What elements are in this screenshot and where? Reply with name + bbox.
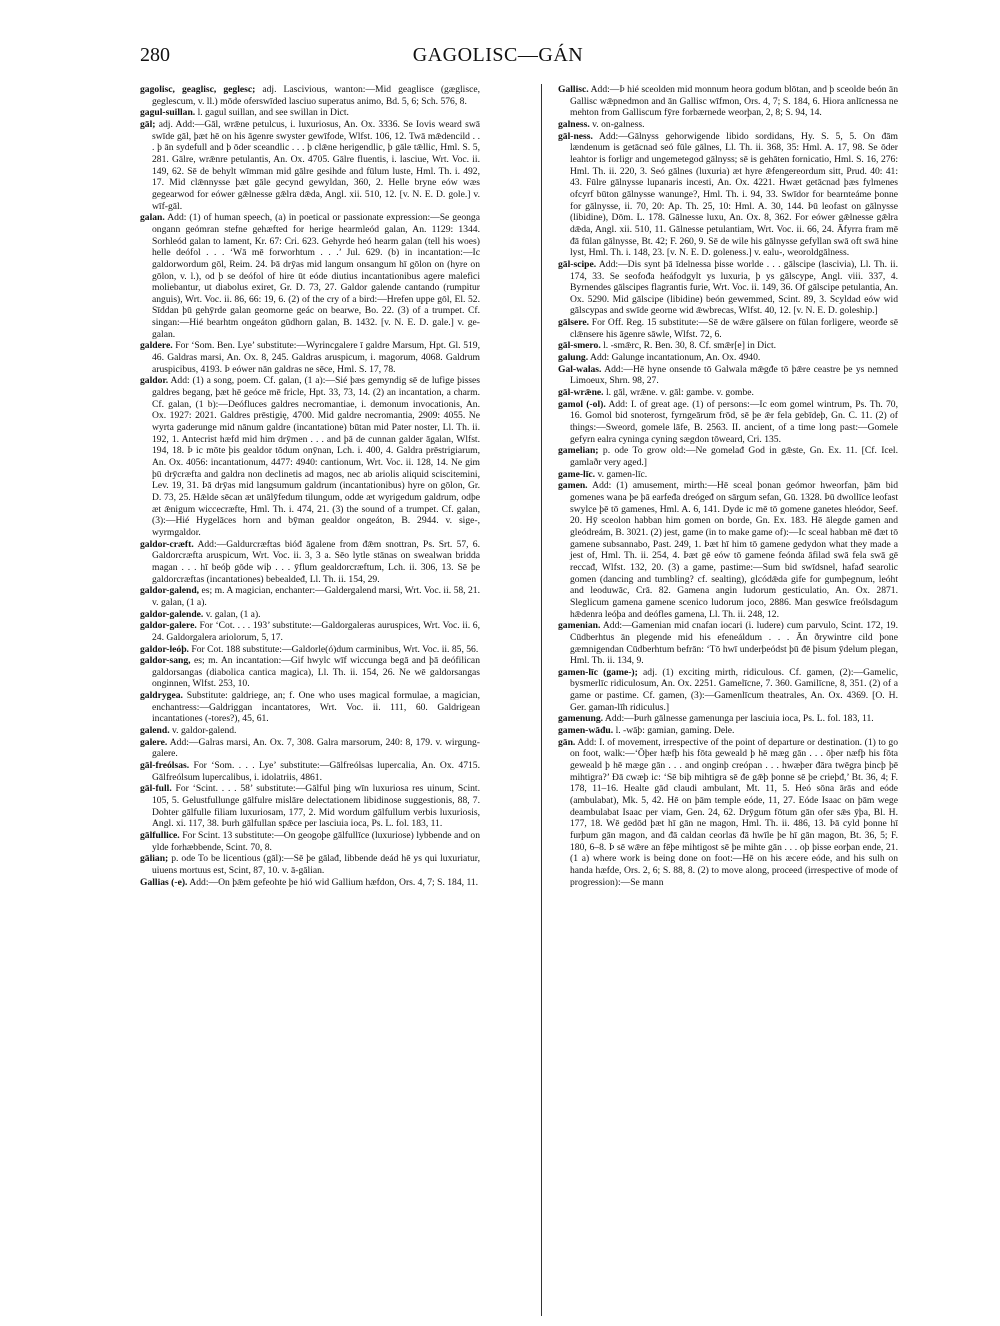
entry-text: v. galan, (1 a). bbox=[205, 608, 261, 620]
entry-text: For ‘Cot. . . . 193’ substitute:—Galdorgaleras auruspices, Wrt. Voc. ii. 6, 24. Galdorgalera ariolorum, 5, 17. bbox=[152, 620, 480, 643]
dictionary-entry bbox=[140, 375, 480, 538]
entry-headword: galdor. bbox=[140, 375, 169, 387]
entry-text: For ‘Scint. . . . 58’ substitute:—Gālful þing wīn luxuriosa res uinum, Scint. 105, 5. Gelustfullunge gālfulre mislāre delectationem libidinose suggestionis, 88, 7. Dohter gālfulle filiam luxuriosam, 177, 2. Mid wordum gālfullum verbis luxuriosis, Angl. xi. 117, 38. Þurh gālfullan spǣce per lasciuia ioca, Ps. L. fol. 183, 11. bbox=[152, 783, 480, 830]
dictionary-entry bbox=[140, 725, 480, 737]
left-column bbox=[140, 84, 480, 1316]
entry-text: l. gāl, wrǣne. v. gāl: gambe. v. gombe. bbox=[605, 387, 754, 399]
dictionary-entry bbox=[558, 131, 898, 259]
entry-text: For Scint. 13 substitute:—On geogoþe gālfullīce (luxuriose) lybbende and on ylde forhæbbende, Scint. 70, 8. bbox=[152, 830, 480, 853]
entry-text: l. gagul suillan, and see swillan in Dict. bbox=[197, 107, 349, 119]
dictionary-entry bbox=[558, 119, 898, 131]
entry-text: Add: (1) of human speech, (a) in poetical or passionate expression:—Se geonga ongann geómran stefne gehæfted for herige hearmleód galan, An. 1129: 1344. Sorhleód galan to lament, Kr. 67: Cri. 623. Gehyrde heó hearm galan (tell his woes) helle deófol . . . ‘Wā mē forworhtum . . .’ Jul. 629. (b) in incantation:—Ic galdorwordum gōl, Reim. 24. Þā drȳas mid langum onsangum hī gōlon on (hyre on gōlon, v. l.), od þ se deófol of hire ūt eóde diutius incantationibus agere malefici moliebantur, ut diabolus exiret, Gr. D. 73, 27. Galdor galende cantando (rumpitur anguis), Wrt. Voc. ii. 86, 66: 19, 6. (2) of the cry of a bird:—Hrefen uppe gōl, El. 52. Sīddan þū gehȳrde galan geomorne geác on bearwe, Bo. 22. (3) of a trumpet. Cf. singan:—Hié bearhtm ongeáton gūdhorn galan, B. 1432. [v. N. E. D. gale.] v. ge-galan. bbox=[152, 212, 480, 340]
entry-headword: gamen-līc (game-); bbox=[558, 666, 638, 678]
entry-headword: galan. bbox=[140, 212, 165, 224]
dictionary-entry bbox=[140, 609, 480, 621]
dictionary-entry bbox=[558, 84, 898, 119]
dictionary-entry bbox=[140, 690, 480, 725]
dictionary-entry bbox=[558, 399, 898, 446]
entry-text: For ‘Som. Ben. Lye’ substitute:—Wyrincgalere ī galdre Marsum, Hpt. Gl. 519, 46. Galdras marsi, An. Ox. 8, 245. Galdras aruspicum, i. magorum, 4068. Galdrum aruspicibus, 4193. Þ eówer nān galdras ne sēce, Hml. S. 17, 78. bbox=[152, 340, 480, 375]
entry-headword: galness. bbox=[558, 118, 590, 130]
entry-text: l. -wāþ: gamian, gaming. Dele. bbox=[615, 725, 735, 737]
dictionary-entry bbox=[140, 340, 480, 375]
dictionary-entry bbox=[558, 259, 898, 317]
dictionary-entry bbox=[140, 620, 480, 643]
entry-headword: galdor-galende. bbox=[140, 608, 204, 620]
dictionary-entry bbox=[558, 667, 898, 714]
entry-text: Add: (1) amusement, mirth:—Hē sceal þonan geómor hweorfan, þām bid gomenes wana þe þā earfeđa dreógeđ on sārgum sefan, Gū. 1328. Þū dwollīce leofast swylce þē tō gamenes, Hml. A. 6, 141. Dyde ic mē tō gomene ganetes hleódor, Seef. 20. Hȳ sceolon habban him gomen on borde, Gn. Ex. 183. Hē ālegde gamen and gleódreám, B. 3021. (2) jest, game (in to make game of):—Ic sceal habban mē đæt tō gamene subsannabo, Past. 249, 1. Þæt hī him tō gamene gedydon what they made a jest of, Hml. Th. ii. 254, 4. Þæt gē eów tō gamene feónda āfilad swā fela swā gē reccađ, Wlfst. 132, 20. (3) a game, pastime:—Sum bid swīdsnel, hafađ searolic gomen (dancing and tumbling? cf. sealting), glcódǣda gife for gumþegnum, leóht and leoduwāc, Crā. 82. Gamena angin ludorum gesticulatio, An. Ox. 2871. Sleglicum gamena gamene scenico ludorum joco, 2886. Man geswīce freólsdagum hǣdenra leóþa and deófles gamena, Ll. Th. ii. 248, 12. bbox=[570, 480, 898, 620]
entry-headword: gālian; bbox=[140, 853, 169, 865]
entry-headword: gāl-full. bbox=[140, 783, 172, 795]
page-header bbox=[140, 44, 856, 74]
entry-text: p. ode To grow old:—Ne gomelađ God in gǣste, Gn. Ex. 11. [Cf. Icel. gamlaðr very aged.] bbox=[570, 445, 898, 468]
entry-text: For Off. Reg. 15 substitute:—Sē de wǣre gālsere on fūlan forligere, weorđe sē clǣnsere his āgenre sāwle, Wlfst. 72, 6. bbox=[570, 317, 898, 340]
entry-text: For ‘Som. . . . Lye’ substitute:—Gālfreólsas lupercalia, An. Ox. 4715. Gālfreólsum lupercalibus, i. idolatriis, 4861. bbox=[152, 760, 480, 783]
entry-headword: Gal-walas. bbox=[558, 363, 602, 375]
dictionary-entry bbox=[558, 364, 898, 387]
entry-headword: Gallisc. bbox=[558, 84, 589, 95]
entry-text: adj. Lascivious, wanton:—Mid geaglisce (gæglisce, geglescum, v. ll.) mōde oferswīded lasciuo superatus animo, Bd. 5, 6; Sch. 576, 8. bbox=[152, 84, 480, 107]
entry-headword: galdor-galere. bbox=[140, 620, 197, 632]
entry-headword: gagul-suillan. bbox=[140, 107, 196, 119]
entry-text: For Cot. 188 substitute:—Galdorle(ó)dum carminibus, Wrt. Voc. ii. 85, 56. bbox=[191, 643, 479, 655]
entry-headword: galung. bbox=[558, 352, 589, 364]
entry-headword: gāl-smero. bbox=[558, 340, 601, 352]
entry-text: l. -smǣrc, R. Ben. 30, 8. Cf. smǣr[e] in Dict. bbox=[603, 340, 777, 352]
entry-headword: galdere. bbox=[140, 340, 173, 352]
entry-headword: gamenung. bbox=[558, 713, 604, 725]
dictionary-entry bbox=[140, 760, 480, 783]
dictionary-entry bbox=[140, 84, 480, 107]
dictionary-entry bbox=[558, 713, 898, 725]
dictionary-entry bbox=[558, 340, 898, 352]
dictionary-entry bbox=[140, 539, 480, 586]
entry-text: v. galdor-galend. bbox=[172, 725, 237, 737]
entry-text: v. gamen-līc. bbox=[597, 468, 648, 480]
entry-headword: gamen-wāđu. bbox=[558, 725, 614, 737]
entry-headword: gamen. bbox=[558, 480, 588, 492]
dictionary-entry bbox=[558, 469, 898, 481]
dictionary-entry bbox=[140, 107, 480, 119]
entry-text: Add:—Galras marsi, An. Ox. 7, 308. Galra marsorum, 240: 8, 179. v. wirgung-galere. bbox=[152, 736, 480, 760]
entry-headword: gāl; bbox=[140, 118, 156, 130]
dictionary-entry bbox=[558, 480, 898, 620]
entry-text: Add:—Gālnyss gehorwigende libido sordidans, Hy. S. 5, 5. On đām lændenum is getācnad seó fūle gālnes, Ll. Th. ii. 368, 35: Hml. A. 17, 98. Se ōder leahtor is forligr and ungemetegod gālnyss; sē is gehāten fornicatio, Hml. S. 16, 276: Hml. Th. ii. 220, 3. Seó gālnes (luxuria) æt hyre ǣfengereordum sitt, Prud. 40: 41: 43. Fūlre gālnysse lupanaris incesti, An. Ox. 4221. Hwæt getācnad þæs fylmenes ofcyrf būton gālnysse wanunge?, Hml. Th. i. 94, 33. Swīdor for bearnteáme þonne for gālnysse, ii. 70, 20: Ap. Th. 25, 10: Hml. A. 30, 144. Þū leofast on gālnysse (libidine), Dōm. L. 178. Gālnesse luxu, An. Ox. 8, 362. For eówer gǣlnesse gǣlra dǣda, Angl. xii. 510, 11. Gālnesse petulantiam, Wrt. Voc. ii. 66, 24. Āfyrra fram mē đā fūlan gālnysse, Bt. 42; F. 260, 9. Sē de wile his gālnysse gefyllan swā oft swā hine lyst, Hml. Th. i. 148, 23. [v. N. E. D. goleness.] v. ealu-, weoroldgālness. bbox=[570, 130, 898, 259]
right-column bbox=[558, 84, 898, 1316]
dictionary-entry bbox=[558, 725, 898, 737]
page-number: 280 bbox=[140, 44, 170, 66]
entry-headword: gāl-ness. bbox=[558, 130, 593, 142]
entry-text: Add: I. of great age. (1) of persons:—Ic eom gomel wintrum, Ps. Th. 70, 16. Gomol bid snoterost, fyrngeārum frōd, sē þe ǣr fela gebīdeþ, Gn. C. 11. (2) of things:—Sweord, gomele lāfe, B. 2563. II. ancient, of a time long past:—Gomele gefyrn ealra cyninga cyning sægdon tōweard, Cri. 135. bbox=[570, 398, 898, 445]
entry-headword: Gallias (-e). bbox=[140, 876, 188, 888]
dictionary-entry bbox=[558, 620, 898, 667]
entry-headword: gāl-scipe. bbox=[558, 258, 597, 270]
entry-text: Add:—Dis synt þā īdelnessa þisse worlde . . . gālscipe (lascivia), Ll. Th. ii. 174, 33. Se seofođa heáfodgylt ys luxuria, þ ys gālscype, Angl. viii. 337, 4. Byrnendes gālscipes flagrantis furie, Wrt. Voc. ii. 149, 36. Of gālscipe petulantia, An. Ox. 5290. Mid gālscipe (libidine) beón gewemmed, Scint. 89, 3. Scyldad eów wid gālscypas and swīde georne wid ǣwbrecas, Wlfst. 40, 12. [v. N. E. D. goleship.] bbox=[570, 258, 898, 317]
entry-text: adj. Add:—Gāl, wrǣne petulcus, i. luxuriosus, An. Ox. 3336. Se Iovis weard swā swīde gāl, þæt hē on his āgenre swyster gewīfode, Wlfst. 106, 12. Twā mǣdencild . . . þ ān sydefull and þ ōder sceandlic . . . þ clǣne herigendlic, þ gāle tǣllic, Hml. S. 5, 281. Gālre, wrǣnre petulantis, An. Ox. 4705. Gālre fluentis, i. lasciue, Wrt. Voc. ii. 149, 62. Sē de behylt wīmman mid gālre gesihde and fūlum luste, Hml. Th. i. 492, 17. Mid clǣnnysse þæt gāle gecynd gewyldan, 360, 2. Helle bryne eów wæs gegearwod for eówer gǣlnesse gǣlra dǣda, Angl. xii. 510, 12. [v. N. E. D. gole.] v. wīf-gāl. bbox=[152, 118, 480, 212]
entry-text: v. on-galness. bbox=[592, 118, 645, 130]
entry-headword: gamol (-ol). bbox=[558, 398, 606, 410]
dictionary-entry bbox=[140, 212, 480, 340]
dictionary-entry bbox=[558, 387, 898, 399]
entry-headword: galdor-galend, bbox=[140, 585, 200, 597]
entry-text: es; m. An incantation:—Gif hwylc wīf wiccunga begā and þā deófilican galdorsangas (diabolica cantica magica), Ll. Th. ii. 154, 26. Ne wē galdorsangas onginnen, Wlfst. 253, 10. bbox=[152, 655, 480, 690]
entry-text: Add: Galunge incantationum, An. Ox. 4940. bbox=[590, 352, 761, 364]
dictionary-entry bbox=[140, 783, 480, 830]
entry-headword: galdrygea. bbox=[140, 690, 183, 702]
dictionary-entry bbox=[140, 830, 480, 853]
entry-headword: galdor-leóþ. bbox=[140, 643, 189, 655]
dictionary-entry bbox=[558, 445, 898, 468]
column-divider bbox=[541, 84, 542, 1316]
entry-text: Add: (1) a song, poem. Cf. galan, (1 a):—Sié þæs gemyndig sē de lufige þisses galdres begang, þæt hē geóce mē fricle, Hpt. 33, 73, 14. (2) an incantation, a charm. Cf. galan, (1 b):—Deófluces galdres necromantiae, i. demonum invocationis, An. Ox. 1927: 2021. Galdres prēstigię, 4700. Mid galdre necromantia, 2909: 4055. Ne wyrta gaderunge mid nānum galdre (incantatione) būtan mid Pater noster, Ll. Th. ii. 192, 1. Antecrist hæfd mid him drȳmen . . . and þā de cunnan galder āgalan, Wlfst. 194, 18. Þ ic mōte þis gealdor tōdum onȳnan, Lch. i. 400, 4. Galdra prēstrigiarum, An. Ox. 4056: incantationum, 4477: 4940: cantionum, Wrt. Voc. ii. 128, 14. Ne gim þū drȳcræfta and galdra non declinetis ad magos, nec ab ariolis aliquid sciscitemini, Lev. 19, 31. Þā drȳas mid langsumum galdrum (incantationibus) hyre on gōlon, Gr. D. 73, 25. Hǣlde sēcan æt unālȳfedum tilungum, odde æt wyrigedum galdrum, odþe æt ǣnigum wiccecræfte, Hml. Th. i. 474, 21. (3) the sound of a trumpet. Cf. galan, (3):—Hié Hygelāces horn and bȳman gealdor ongeáton, B. 2944. v. sige-, wyrmgaldor. bbox=[152, 375, 480, 538]
entry-headword: galere. bbox=[140, 736, 168, 748]
entry-headword: galdor-cræft. bbox=[140, 538, 194, 550]
entry-headword: gān. bbox=[558, 736, 576, 748]
dictionary-entry bbox=[140, 853, 480, 876]
entry-text: Add:—Galdurcræftas bióđ āgalene from đǣm snottran, Ps. Srt. 57, 6. Galdorcræfta aruspicum, Wrt. Voc. ii. 3, 3 a. Sēo lytle stānas on swealwan bridda magan . . . hī beóþ gōde wiþ . . . ȳflum gealdorcræftum, Lch. ii. 306, 13. Sē þe galdorcræftas (incantationes) bebealdeđ, Ll. Th. ii. 154, 29. bbox=[152, 538, 480, 585]
entry-text: Add:—On þǣm gefeohte þe hió wid Gallium hæfdon, Ors. 4, 7; S. 184, 11. bbox=[189, 876, 479, 888]
entry-headword: gagolisc, geaglisc, geglesc; bbox=[140, 84, 256, 95]
entry-text: adj. (1) exciting mirth, ridiculous. Cf. gamen, (2):—Gamelic, bysmerlīc ridiculosum, An. Ox. 2251. Gamelīcne, 7. 360. Gamilīcne, 8, 351. (2) of a game or pastime. Cf. gamen, (3):—Gamenlīcum theatrales, An. Ox. 4369. [O. H. Ger. gaman-līh ridiculus.] bbox=[570, 666, 898, 713]
entry-text: p. ode To be licentious (gāl):—Sē þe gālađ, libbende deád hē ys qui luxuriatur, uiuens mortuus est, Scint, 87, 10. v. ā-gālian. bbox=[152, 853, 480, 876]
entry-headword: gālfullice. bbox=[140, 830, 180, 841]
entry-headword: gāl-wrǣne. bbox=[558, 387, 604, 399]
dictionary-entry bbox=[140, 119, 480, 212]
entry-text: Add:—Gamenian mid cnafan iocari (i. ludere) cum parvulo, Scint. 172, 19. Cūdberhtus ān plegende mid his efeneáldum . . . Ān ðrywintre cild þone gæmnigendan Cūdberhtum befrān: ‘Tō hwī underþeódst þū đē þisum ȳdelum plegan, Hml. Th. ii. 134, 9. bbox=[570, 620, 898, 667]
dictionary-entry bbox=[140, 585, 480, 608]
entry-text: Substitute: galdriege, an; f. One who uses magical formulae, a magician, enchantress:—Galdriggan incantatores, Wrt. Voc. ii. 111, 60. Galdrigean incantationes (-tores?), 45, 61. bbox=[152, 690, 480, 725]
entry-headword: galdor-sang, bbox=[140, 655, 191, 667]
dictionary-entry bbox=[558, 317, 898, 340]
entry-headword: game-līc. bbox=[558, 468, 596, 480]
entry-text: es; m. A magician, enchanter:—Galdergalend marsi, Wrt. Voc. ii. 58, 21. v. galan, (1 a). bbox=[152, 585, 480, 608]
dictionary-entry bbox=[140, 877, 480, 889]
entry-headword: gamelian; bbox=[558, 445, 599, 457]
dictionary-entry bbox=[558, 352, 898, 364]
entry-text: Add:—Þurh gālnesse gamenunga per lasciuia ioca, Ps. L. fol. 183, 11. bbox=[604, 713, 874, 725]
entry-text: Add: I. of movement, irrespective of the point of departure or destination. (1) to go on foot, walk:—‘Ōþer hæfþ his fōta geweald þ hē mæg gān . . . ōþer næfþ his fōta geweald þ hē mæge gān . . . and onginþ creópan . . . hwæþer đāra twēgra þincþ þē mihtigra?’ Đā cwæþ ic: ‘Sē biþ mihtigra sē đe gǣþ þonne sē þe crieþđ,’ Bt. 36, 4; F. 178, 11–16. Healte gād claudi ambulant, Mt. 11, 5. Heó sōna ārās and eóde (ambulabat), Mk. 5, 42. Hē on þām temple eóde, 11, 27. Eóde Isaac on þām wege deambulabat Isaac per viam, Gen. 24, 62. Drȳgum fōtum gān ofer sǣs ȳþa, Bl. H. 177, 18. Wē gedōd þæt hī gān ne magon, Hml. Th. ii. 486, 13. Þā cyld þonne hī furþum gān magon, and đā caldan ceorlas đā hwīle þe hī gān magon, Bt. 36, 5; F. 180, 6–8. Þ sē wǣre an fēþe mihtigost sē þe mihte gān . . . oþ þisse eorþan ende, 21. (1 a) where work is being done on foot:—Hē on his æcere eóde, and his sulh on handa hæfde, Ors. 2, 6; S. 88, 8. (2) to move along, proceed (irrespective of mode of progression):—Se mann bbox=[570, 736, 898, 888]
entry-headword: gāl-freólsas. bbox=[140, 760, 190, 772]
running-head: GAGOLISC—GÁN bbox=[412, 44, 584, 66]
entry-headword: gālsere. bbox=[558, 317, 589, 329]
entry-headword: gamenian. bbox=[558, 620, 601, 632]
entry-headword: galend. bbox=[140, 725, 170, 737]
dictionary-entry bbox=[140, 737, 480, 760]
entry-text: Add:—Hē hyne onsende tō Galwala mǣgđe tō þǣre ceastre þe ys nemned Limoeux, Shrn. 98, 27. bbox=[570, 363, 898, 387]
entry-text: Add:—Þ hié sceolden mid monnum heora godum blōtan, and þ sceolde beón ān Gallisc wǣpnedmon and ān Gallisc wīfmon, Ors. 4, 7; S. 184, 6. Hiora anlīcnessa ne mehton from Galliscum fȳre forbærnede weorþan, 2, 8; S. 94, 14. bbox=[570, 84, 898, 119]
dictionary-entry bbox=[140, 644, 480, 656]
dictionary-entry bbox=[558, 737, 898, 889]
dictionary-entry bbox=[140, 655, 480, 690]
